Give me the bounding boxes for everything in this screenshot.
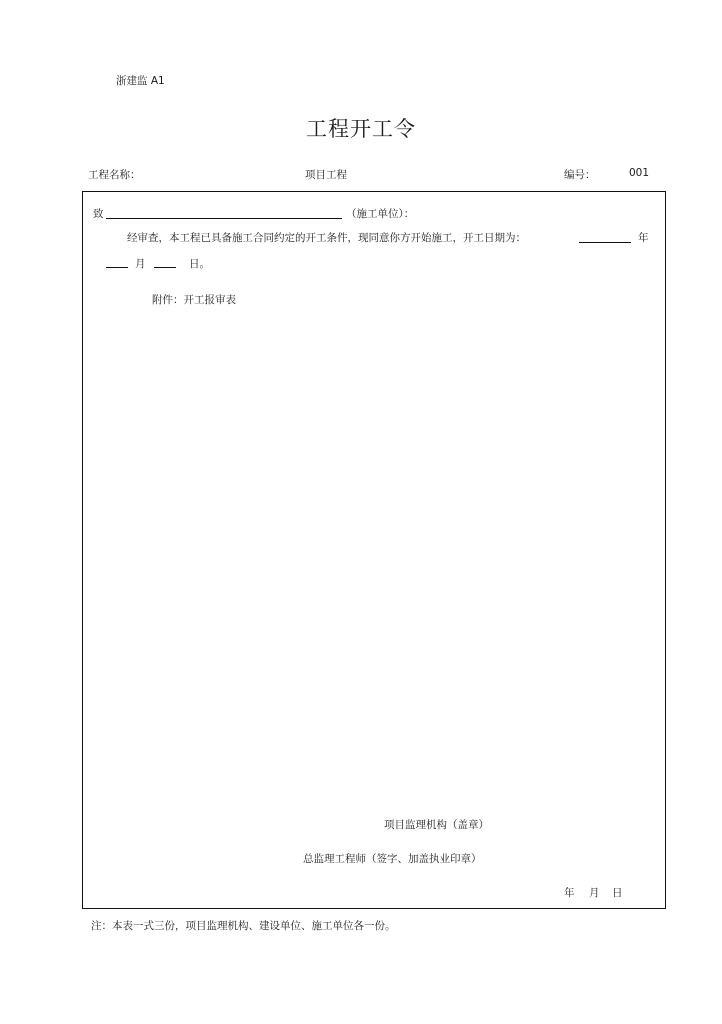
month-label: 月: [135, 258, 146, 270]
sign-date-month: 月: [589, 887, 600, 899]
supervision-org-seal-label: 项目监理机构（盖章）: [384, 819, 489, 831]
recipient-unit-label: （施工单位）：: [346, 208, 415, 220]
number-label: 编号：: [564, 169, 596, 181]
sign-date-year: 年: [564, 887, 575, 899]
page-title: 工程开工令: [306, 117, 416, 141]
day-blank-line: [154, 267, 176, 268]
attachment-text: 附件：开工报审表: [152, 294, 236, 306]
day-label: 日。: [189, 258, 210, 270]
recipient-blank-line: [106, 218, 342, 219]
form-code: 浙建监 A1: [116, 75, 165, 87]
approval-paragraph: 经审查，本工程已具备施工合同约定的开工条件，现同意你方开始施工，开工日期为：: [127, 232, 526, 244]
project-name-label: 工程名称：: [88, 169, 141, 181]
project-name-value: 项目工程: [305, 169, 347, 181]
number-value: 001: [629, 167, 650, 179]
sign-date-day: 日: [612, 887, 623, 899]
month-blank-line: [106, 267, 128, 268]
to-label: 致: [93, 208, 104, 220]
year-blank-line: [579, 242, 631, 243]
chief-engineer-signature-label: 总监理工程师（签字、加盖执业印章）: [303, 853, 482, 865]
year-label: 年: [638, 232, 649, 244]
footer-note: 注：本表一式三份，项目监理机构、建设单位、施工单位各一份。: [91, 920, 396, 932]
